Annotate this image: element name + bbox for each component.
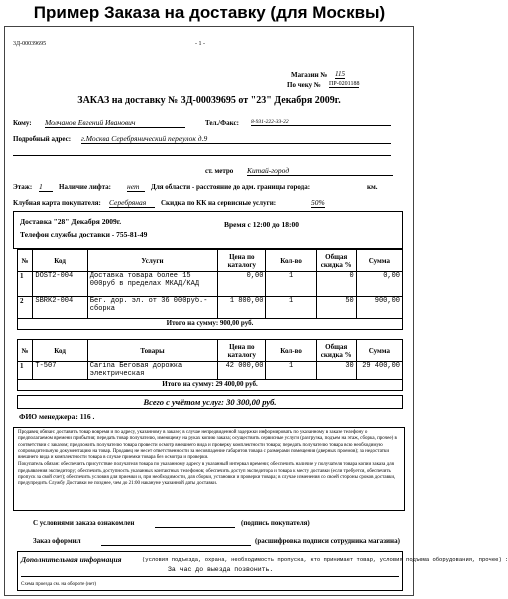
manager: ФИО менеджера: 116 . bbox=[19, 412, 95, 421]
goods-table bbox=[17, 339, 403, 391]
goods-col-qty: Кол-во bbox=[266, 340, 316, 362]
services-total: Итого на сумму: 900,00 руб. bbox=[18, 319, 403, 330]
services-col-code: Код bbox=[33, 250, 87, 272]
cell-qty: 1 bbox=[266, 272, 316, 297]
goods-col-no: № bbox=[18, 340, 33, 362]
order-document bbox=[4, 26, 508, 596]
table-row bbox=[18, 297, 403, 319]
club-label: Клубная карта покупателя: bbox=[13, 199, 101, 207]
cell-no: 2 bbox=[18, 297, 33, 319]
services-col-no: № bbox=[18, 250, 33, 272]
sign1-note: (подпись покупателя) bbox=[241, 519, 310, 527]
goods-col-sum: Сумма bbox=[356, 340, 402, 362]
additional-label: Дополнительная информация bbox=[21, 555, 122, 564]
cell-code: SBRK2-004 bbox=[33, 297, 87, 319]
cell-qty: 1 bbox=[266, 297, 316, 319]
phone-label: Тел./Факс: bbox=[205, 119, 239, 127]
cell-price: 0,00 bbox=[218, 272, 266, 297]
cell-no: 1 bbox=[18, 362, 33, 380]
floor-label: Этаж: bbox=[13, 183, 33, 191]
check-label: По чеку № bbox=[287, 81, 321, 89]
grand-total: Всего с учётом услуг: 30 300,00 руб. bbox=[17, 395, 403, 409]
cell-qty: 1 bbox=[266, 362, 316, 380]
legal-seller: Продавец обязан: доставить товар вовремя и по адресу, указанному в заказе; в случае непредвиденной задержки информировать по указанному в заказе телефону о предполагаемом времени прибытия; передать товар получателю, имеющему на руках копию заказа; осуществить сервисные услуги (разгрузка, подъем на этаж, сборка, прочее) в соответствии с заказом; предложить получателю товара провести осмотр внешнего вида и проверку комплектности товара; передать получателю товара всю необходимую сопроводительную документацию на товар. Продавец не несет ответственности за несовпадение габаритов товара с размерами помещения (дверных проемов); за недостатки внешнего вида и комплектности товара в случае приемки товара без осмотра и проверки. bbox=[18, 430, 397, 461]
store-label: Магазин № bbox=[291, 71, 328, 79]
goods-header-row bbox=[18, 340, 403, 362]
legal-box bbox=[13, 427, 405, 511]
cell-discount: 0 bbox=[316, 272, 356, 297]
cell-name: Доставка товара более 15 000руб в пределах МКАД/КАД bbox=[87, 272, 217, 297]
goods-total-row bbox=[18, 380, 403, 391]
elevator-value: нет bbox=[127, 182, 145, 192]
services-total-row bbox=[18, 319, 403, 330]
region-label: Для области - расстояние до адм. границы города: bbox=[151, 183, 311, 191]
address-value: г.Москва Серебрянический переулок д.9 bbox=[81, 134, 391, 144]
region-unit: км. bbox=[367, 183, 378, 191]
sign2-label: Заказ оформил bbox=[33, 537, 81, 545]
sign2-note: (расшифровка подписи сотрудника магазина) bbox=[255, 537, 400, 545]
goods-col-discount: Общая скидка % bbox=[316, 340, 356, 362]
cell-sum: 900,00 bbox=[356, 297, 402, 319]
metro-label: ст. метро bbox=[205, 167, 234, 175]
goods-col-code: Код bbox=[33, 340, 87, 362]
additional-line bbox=[21, 576, 399, 577]
table-row bbox=[18, 272, 403, 297]
services-col-name: Услуги bbox=[87, 250, 217, 272]
sign2-line bbox=[101, 545, 251, 546]
additional-text: За час до выезда позвонить. bbox=[168, 566, 274, 573]
cell-sum: 29 400,00 bbox=[356, 362, 402, 380]
check-value: ПР-0201188 bbox=[329, 81, 360, 87]
services-header-row bbox=[18, 250, 403, 272]
goods-col-name: Товары bbox=[87, 340, 217, 362]
cell-name: Бег. дор. эл. от 36 000руб.- сборка bbox=[87, 297, 217, 319]
additional-value: (условия подъезда, охрана, необходимость пропуска, кто принимает товар, условия подъема оборудования, прочее) : bbox=[142, 556, 508, 563]
store-value: 115 bbox=[335, 70, 345, 78]
additional-footer: Схема проезда см. на обороте (нет) bbox=[21, 582, 97, 587]
customer-value: Молчанов Евгений Иванович bbox=[45, 118, 185, 128]
goods-total: Итого на сумму: 29 400,00 руб. bbox=[18, 380, 403, 391]
delivery-time: Время с 12:00 до 18:00 bbox=[224, 220, 300, 229]
address-extra-line bbox=[13, 155, 391, 156]
metro-value: Китай-город bbox=[247, 166, 393, 176]
customer-label: Кому: bbox=[13, 119, 32, 127]
cell-code: T-507 bbox=[33, 362, 87, 380]
cell-code: DOST2-004 bbox=[33, 272, 87, 297]
delivery-box bbox=[13, 211, 403, 249]
sign1-line bbox=[155, 527, 235, 528]
cell-discount: 30 bbox=[316, 362, 356, 380]
club-discount-value: 50% bbox=[311, 198, 325, 207]
services-table bbox=[17, 249, 403, 330]
services-col-discount: Общая скидка % bbox=[316, 250, 356, 272]
cell-no: 1 bbox=[18, 272, 33, 297]
floor-value: 1 bbox=[39, 182, 53, 192]
page-marker: - 1 - bbox=[195, 41, 205, 47]
additional-info-box bbox=[17, 551, 508, 591]
goods-col-price: Цена по каталогу bbox=[218, 340, 266, 362]
delivery-date: Доставка "28" Декабря 2009г. bbox=[20, 217, 122, 226]
page-caption: Пример Заказа на доставку (для Москвы) bbox=[33, 3, 386, 22]
services-col-price: Цена по каталогу bbox=[218, 250, 266, 272]
cell-sum: 0,00 bbox=[356, 272, 402, 297]
cell-name: Carina Беговая дорожка электрическая bbox=[87, 362, 217, 380]
doc-id: 3Д-00039695 bbox=[13, 41, 47, 47]
services-col-qty: Кол-во bbox=[266, 250, 316, 272]
cell-price: 42 000,00 bbox=[218, 362, 266, 380]
cell-discount: 50 bbox=[316, 297, 356, 319]
document-title: ЗАКАЗ на доставку № 3Д-00039695 от "23" Декабря 2009г. bbox=[77, 95, 341, 106]
delivery-phone: Телефон службы доставки - 755-81-49 bbox=[20, 230, 148, 239]
phone-value: 8-931-222-33-22 bbox=[251, 119, 391, 126]
elevator-label: Наличие лифта: bbox=[59, 183, 111, 191]
services-col-sum: Сумма bbox=[356, 250, 402, 272]
cell-price: 1 800,00 bbox=[218, 297, 266, 319]
club-value: Серебряная bbox=[109, 198, 155, 208]
table-row bbox=[18, 362, 403, 380]
club-discount-label: Скидка по КК на сервисные услуги: bbox=[161, 199, 277, 207]
sign1-label: С условиями заказа ознакомлен bbox=[33, 519, 135, 527]
legal-buyer: Покупатель обязан: обеспечить присутствие получателя товара по указанному адресу в указанный интервал времени; обеспечить наличие у получателя товара копии заказа для предъявления экспедитору; обеспечить доступность указанных контактных телефонов; обеспечить доступ экспедитора и товара к месту доставки (если требуется, обеспечить пропуск за свой счет); обеспечить условия для приемки и, при необходимости, для сборки, установки и проверки товара; в случае изменения со своей стороны сроков доставки, предупредить Службу Доставки не позднее, чем до 21:00 накануне указанной даты доставки. bbox=[18, 462, 396, 487]
address-label: Подробный адрес: bbox=[13, 135, 72, 143]
